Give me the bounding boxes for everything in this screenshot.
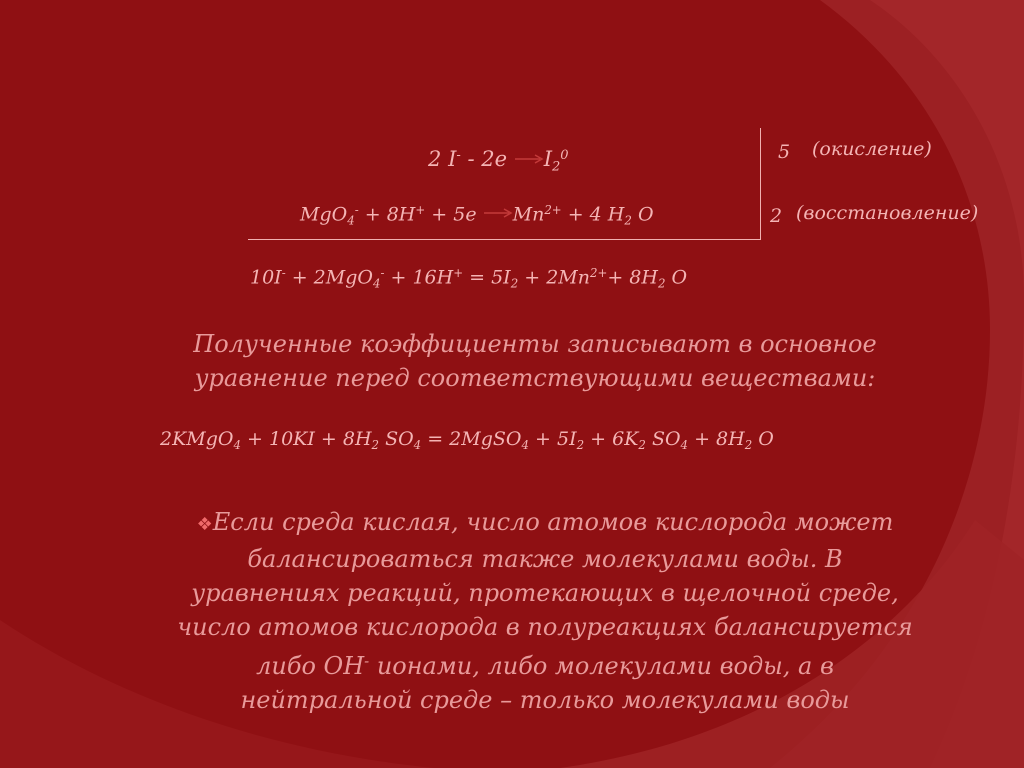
red-species-sup: - bbox=[354, 203, 359, 217]
ox-coef: 2 bbox=[428, 147, 442, 171]
red-water-sub: 2 bbox=[624, 213, 632, 228]
ionic-p2-sub: 4 bbox=[372, 276, 381, 291]
mol-f-sub: 2 bbox=[638, 438, 646, 453]
reaction-arrow-icon bbox=[514, 153, 544, 165]
red-plus-h: + 8H bbox=[364, 203, 416, 226]
reduction-label: (восстановление) bbox=[796, 202, 979, 224]
mol-c: SO bbox=[385, 428, 414, 450]
reduction-half-reaction bbox=[300, 203, 654, 228]
ionic-equation bbox=[250, 266, 687, 291]
red-product: Mn bbox=[512, 203, 545, 226]
mol-g: SO bbox=[651, 428, 681, 450]
bullet-line5-b: ионами, либо молекулами воды, а в bbox=[369, 652, 834, 681]
mol-c-sub: 4 bbox=[413, 438, 422, 453]
medium-note-paragraph bbox=[140, 505, 950, 717]
ox-multiplier-value: 5 bbox=[778, 141, 791, 163]
red-electrons: + 5e bbox=[431, 203, 477, 226]
ionic-p2-sup: - bbox=[380, 266, 385, 280]
coefficients-paragraph bbox=[150, 327, 920, 395]
ionic-p4: = 5I bbox=[469, 266, 511, 289]
bullet-line2: балансироваться также молекулами воды. В bbox=[247, 545, 843, 573]
bullet-line1 bbox=[140, 505, 950, 542]
mol-a-sub: 4 bbox=[233, 438, 241, 453]
ionic-p6: + 8H bbox=[607, 266, 658, 289]
oxidation-multiplier bbox=[778, 141, 790, 163]
mol-g-sub: 4 bbox=[680, 438, 689, 453]
reduction-multiplier bbox=[770, 205, 782, 227]
ionic-p1: 10I bbox=[250, 266, 282, 289]
oxidation-half-reaction bbox=[428, 147, 569, 175]
balance-horizontal-line bbox=[248, 239, 761, 240]
ionic-p5-sup: 2+ bbox=[589, 266, 608, 280]
mol-h-sub: 2 bbox=[744, 438, 753, 453]
red-product-sup: 2+ bbox=[544, 203, 562, 217]
bullet-line6: нейтральной среде – только молекулами воды bbox=[240, 686, 850, 715]
mol-b: + 10KI + 8H bbox=[247, 428, 372, 450]
oxidation-label: (окисление) bbox=[812, 138, 932, 160]
ox-species: I bbox=[448, 147, 457, 171]
red-species-sub: 4 bbox=[347, 213, 355, 228]
ionic-p4-sub: 2 bbox=[510, 276, 519, 291]
bullet-line4: число атомов кислорода в полуреакциях балансируется bbox=[177, 613, 913, 641]
balance-vertical-line bbox=[760, 128, 761, 240]
ox-electrons: - 2e bbox=[467, 147, 508, 171]
mol-d: = 2MgSO bbox=[427, 428, 522, 450]
ionic-p7: O bbox=[671, 266, 688, 289]
molecular-equation bbox=[160, 428, 774, 452]
ox-charge: - bbox=[456, 147, 461, 163]
ionic-p5: + 2Mn bbox=[524, 266, 590, 289]
bullet-line5 bbox=[140, 644, 950, 683]
ionic-p6-sub: 2 bbox=[657, 276, 666, 291]
paragraph1-line1: Полученные коэффициенты записывают в основное bbox=[193, 330, 877, 358]
bullet-line5-sup: - bbox=[364, 652, 370, 670]
red-water-o: O bbox=[637, 203, 654, 226]
mol-a: 2KMgO bbox=[160, 428, 234, 450]
mol-e-sub: 2 bbox=[576, 438, 585, 453]
mol-b-sub: 2 bbox=[371, 438, 380, 453]
mol-i: O bbox=[758, 428, 774, 450]
ionic-p1-sup: - bbox=[281, 266, 286, 280]
bullet-line3: уравнениях реакций, протекающих в щелочной среде, bbox=[191, 579, 899, 607]
bullet-line1-text: Если среда кислая, число атомов кислорода может bbox=[212, 508, 894, 536]
mol-d-sub: 4 bbox=[521, 438, 529, 453]
mol-f: + 6K bbox=[590, 428, 639, 450]
red-species: MgO bbox=[300, 203, 348, 226]
ionic-p3-sup: + bbox=[453, 266, 464, 280]
mol-h: + 8H bbox=[694, 428, 745, 450]
mol-e: + 5I bbox=[535, 428, 577, 450]
red-multiplier-value: 2 bbox=[770, 205, 783, 227]
ionic-p3: + 16H bbox=[390, 266, 454, 289]
diamond-bullet-icon: ❖ bbox=[196, 514, 213, 535]
ox-product: I bbox=[543, 147, 552, 171]
ionic-p2: + 2MgO bbox=[291, 266, 373, 289]
red-water: + 4 H bbox=[567, 203, 625, 226]
ox-product-sub: 2 bbox=[552, 159, 561, 175]
reaction-arrow-icon bbox=[483, 207, 513, 219]
bullet-line5-a: либо OH bbox=[256, 652, 365, 681]
ox-product-sup: 0 bbox=[560, 147, 569, 163]
red-h-sup: + bbox=[415, 203, 426, 217]
paragraph1-line2: уравнение перед соответствующими веществами: bbox=[194, 364, 876, 392]
